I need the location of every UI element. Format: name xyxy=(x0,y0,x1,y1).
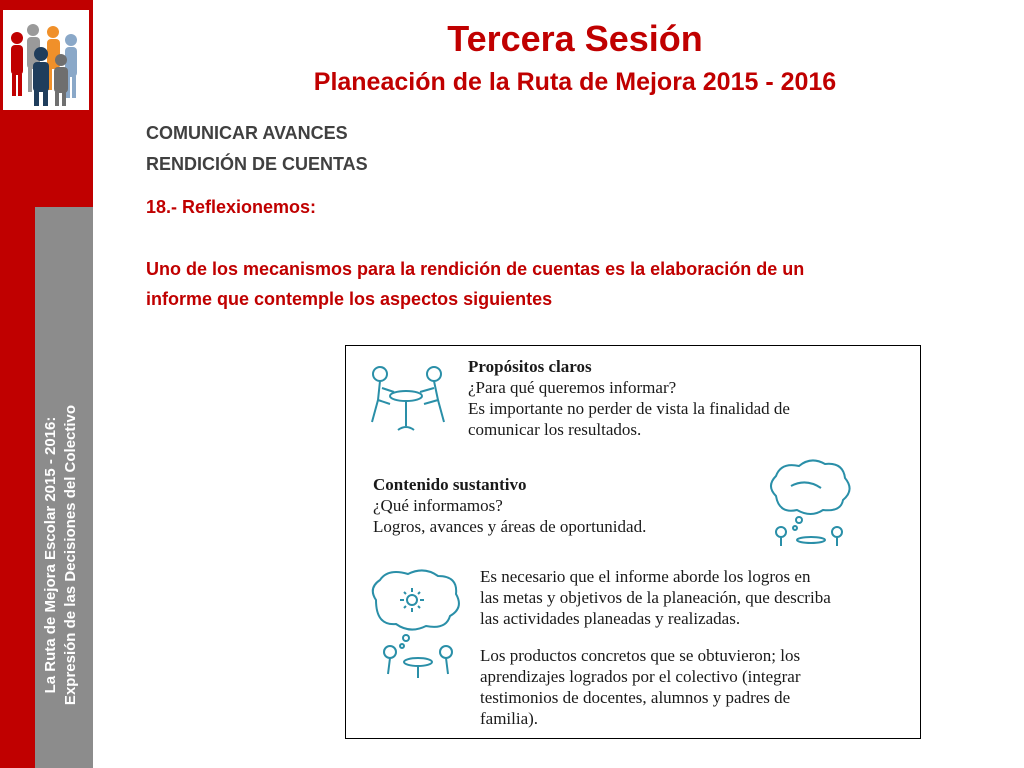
sidebar-caption-line1: La Ruta de Mejora Escolar 2015 - 2016: xyxy=(42,416,59,694)
block-productos-line3: testimonios de docentes, alumnos y padres de xyxy=(480,688,791,707)
sidebar xyxy=(0,0,93,768)
block-propositos-line1: ¿Para qué queremos informar? xyxy=(468,378,677,397)
block-logros-line3: las actividades planeadas y realizadas. xyxy=(480,609,741,628)
thought-cloud-illustration xyxy=(761,456,856,551)
block-propositos-line3: comunicar los resultados. xyxy=(468,420,642,439)
logo xyxy=(3,10,89,110)
reflect-heading: 18.- Reflexionemos: xyxy=(146,197,317,217)
block-propositos-line2: Es importante no perder de vista la finalidad de xyxy=(468,399,790,418)
block-contenido xyxy=(373,474,646,537)
block-productos-line4: familia). xyxy=(480,709,539,728)
people-group-icon xyxy=(3,10,89,110)
page-subtitle: Planeación de la Ruta de Mejora 2015 - 2016 xyxy=(313,68,837,96)
block-productos xyxy=(480,645,801,729)
reflect-body-line1: Uno de los mecanismos para la rendición de cuentas es la elaboración de un xyxy=(146,259,805,279)
block-productos-line1: Los productos concretos que se obtuvieron; los xyxy=(480,646,801,665)
block-productos-line2: aprendizajes logrados por el colectivo (integrar xyxy=(480,667,801,686)
block-contenido-line2: Logros, avances y áreas de oportunidad. xyxy=(373,517,647,536)
block-contenido-line1: ¿Qué informamos? xyxy=(373,496,503,515)
reflect-body-line2: informe que contemple los aspectos siguientes xyxy=(146,289,553,309)
block-logros-line2: las metas y objetivos de la planeación, que describa xyxy=(480,588,831,607)
block-logros xyxy=(480,566,831,629)
idea-cloud-illustration xyxy=(366,568,466,683)
section-title-line1: COMUNICAR AVANCES xyxy=(146,123,348,143)
sidebar-caption-line2: Expresión de las Decisiones del Colectivo xyxy=(62,404,79,706)
block-contenido-title: Contenido sustantivo xyxy=(373,475,527,494)
section-title-line2: RENDICIÓN DE CUENTAS xyxy=(146,154,368,174)
block-logros-line1: Es necesario que el informe aborde los logros en xyxy=(480,567,811,586)
page-title: Tercera Sesión xyxy=(447,18,703,59)
people-at-table-illustration xyxy=(358,360,458,438)
block-propositos xyxy=(468,356,790,440)
informe-illustration xyxy=(345,345,921,739)
block-propositos-title: Propósitos claros xyxy=(468,357,592,376)
